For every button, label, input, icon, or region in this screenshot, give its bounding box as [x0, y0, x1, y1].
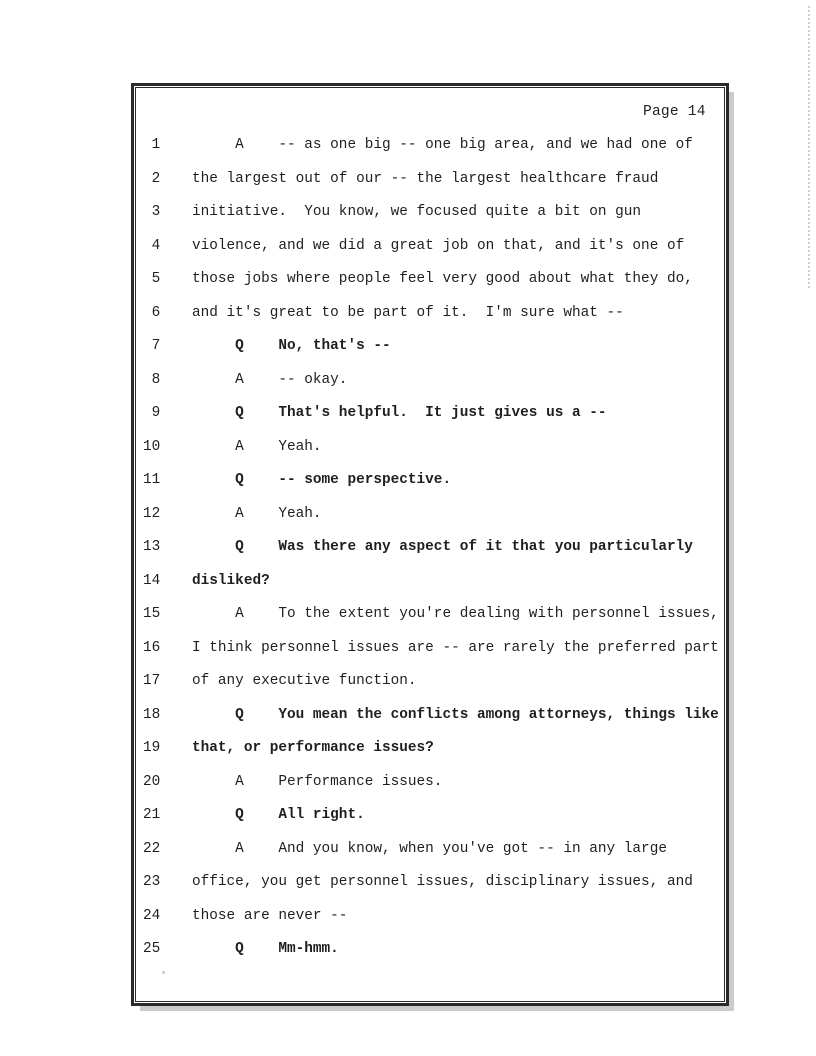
transcript-line [0, 230, 816, 264]
transcript-line [0, 397, 816, 431]
line-number: 11 [143, 472, 161, 489]
transcript-line [0, 799, 816, 833]
transcript-line [0, 866, 816, 900]
line-number: 5 [143, 271, 161, 288]
line-number: 19 [143, 740, 161, 757]
transcript-line [0, 263, 816, 297]
transcript-line [0, 833, 816, 867]
transcript-line [0, 163, 816, 197]
transcript-line [0, 598, 816, 632]
line-text: Q Mm-hmm. [192, 941, 339, 958]
line-number: 13 [143, 539, 161, 556]
line-number: 17 [143, 673, 161, 690]
line-text: A Yeah. [192, 438, 322, 455]
line-text: disliked? [192, 572, 270, 589]
line-text: of any executive function. [192, 673, 417, 690]
line-text: Q Was there any aspect of it that you particularly [192, 539, 693, 556]
line-text: Q That's helpful. It just gives us a -- [192, 405, 607, 422]
line-number: 9 [143, 405, 161, 422]
line-text: Q You mean the conflicts among attorneys, things like [192, 706, 719, 723]
transcript-line [0, 766, 816, 800]
line-text: violence, and we did a great job on that, and it's one of [192, 237, 685, 254]
transcript-line [0, 531, 816, 565]
transcript-line [0, 464, 816, 498]
line-number: 20 [143, 773, 161, 790]
line-text: the largest out of our -- the largest healthcare fraud [192, 170, 659, 187]
line-number: 23 [143, 874, 161, 891]
line-number: 21 [143, 807, 161, 824]
line-number: 3 [143, 204, 161, 221]
line-text: office, you get personnel issues, disciplinary issues, and [192, 874, 693, 891]
transcript-line [0, 699, 816, 733]
transcript-line [0, 364, 816, 398]
transcript-line [0, 565, 816, 599]
line-number: 7 [143, 338, 161, 355]
line-text: A Yeah. [192, 505, 322, 522]
line-text: A -- as one big -- one big area, and we had one of [192, 137, 693, 153]
transcript-line [0, 330, 816, 364]
line-text: initiative. You know, we focused quite a bit on gun [192, 204, 642, 221]
line-number: 24 [143, 907, 161, 924]
line-number: 15 [143, 606, 161, 623]
transcript-line [0, 498, 816, 532]
line-text: those are never -- [192, 907, 348, 924]
line-text: Q All right. [192, 807, 365, 824]
line-text: A Performance issues. [192, 773, 443, 790]
line-text: Q No, that's -- [192, 338, 391, 355]
line-number: 16 [143, 639, 161, 656]
transcript-lines [0, 129, 816, 967]
line-text: A To the extent you're dealing with personnel issues, [192, 606, 719, 623]
line-number: 4 [143, 237, 161, 254]
line-number: 6 [143, 304, 161, 321]
line-text: that, or performance issues? [192, 740, 434, 757]
line-number: 8 [143, 371, 161, 388]
line-number: 10 [143, 438, 161, 455]
line-number: 18 [143, 706, 161, 723]
line-number: 22 [143, 840, 161, 857]
line-text: A -- okay. [192, 371, 348, 388]
transcript-line [0, 665, 816, 699]
scan-artifact-dot [162, 971, 165, 974]
transcript-line [0, 933, 816, 967]
line-number: 25 [143, 941, 161, 958]
line-text: I think personnel issues are -- are rarely the preferred part [192, 639, 719, 656]
line-number: 2 [143, 170, 161, 187]
line-number: 1 [143, 137, 161, 153]
transcript-line [0, 297, 816, 331]
line-text: those jobs where people feel very good about what they do, [192, 271, 693, 288]
line-text: and it's great to be part of it. I'm sure what -- [192, 304, 624, 321]
line-text: Q -- some perspective. [192, 472, 452, 489]
page-number-label: Page 14 [643, 104, 706, 120]
transcript-line [0, 732, 816, 766]
transcript-line [0, 900, 816, 934]
transcript-line [0, 632, 816, 666]
line-number: 14 [143, 572, 161, 589]
line-number: 12 [143, 505, 161, 522]
transcript-line [0, 431, 816, 465]
transcript-line [0, 129, 816, 163]
transcript-line [0, 196, 816, 230]
line-text: A And you know, when you've got -- in any large [192, 840, 667, 857]
scan-artifact-dotted-line [808, 6, 810, 288]
